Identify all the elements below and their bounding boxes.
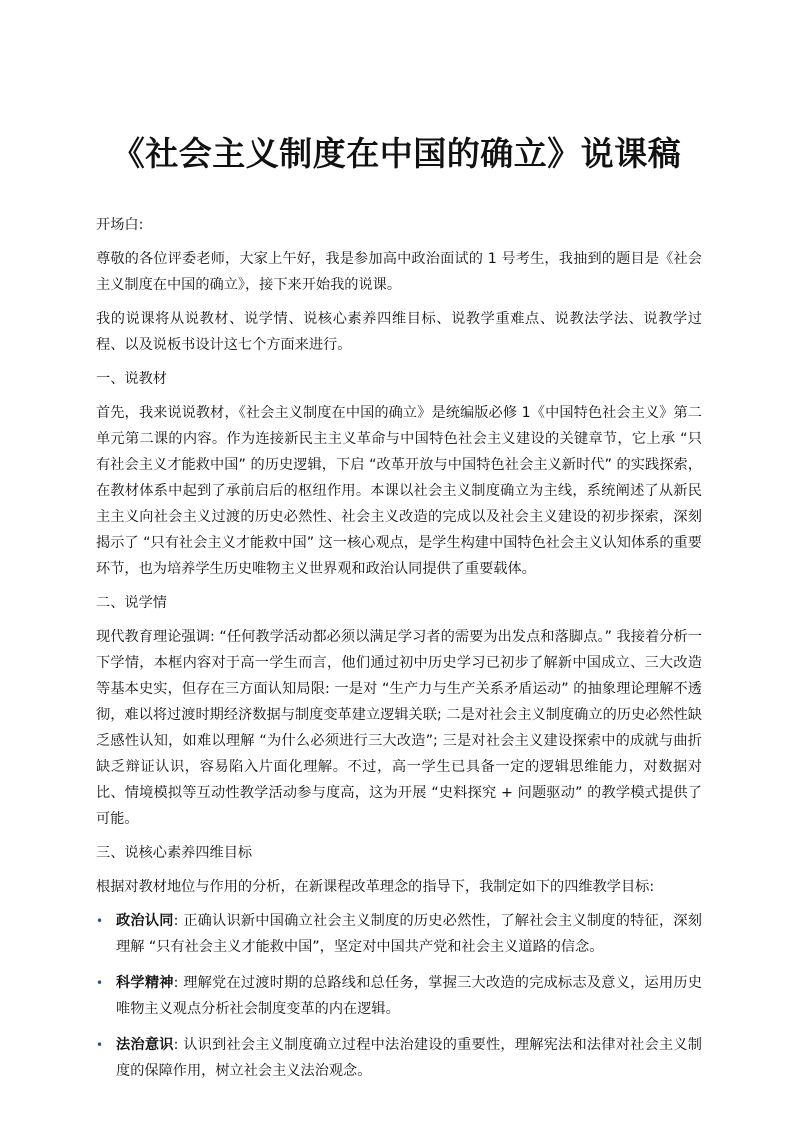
list-item xyxy=(96,1032,702,1084)
opening-greeting: 尊敬的各位评委老师，大家上午好，我是参加高中政治面试的 1 号考生，我抽到的题目是《社会主义制度在中国的确立》，接下来开始我的说课。 xyxy=(96,251,702,293)
opening-outline: 我的说课将从说教材、说学情、说核心素养四维目标、说教学重难点、说教法学法、说教学过程、以及说板书设计这七个方面来进行。 xyxy=(96,311,702,353)
goal-text: : 正确认识新中国确立社会主义制度的历史必然性，了解社会主义制度的特征，深刻理解 “只有社会主义才能救中国”，坚定对中国共产党和社会主义道路的信念。 xyxy=(116,913,702,955)
section-body-textbook: 首先，我来说说教材，《社会主义制度在中国的确立》是统编版必修 1《中国特色社会主义》第二单元第二课的内容。作为连接新民主主义革命与中国特色社会主义建设的关键章节，它上承 “只有社会主义才能救中国” 的历史逻辑，下启 “改革开放与中国特色社会主义新时代” 的实践探索，在教材体系中起到了承前启后的枢纽作用。本课以社会主义制度确立为主线，系统阐述了从新民主主义向社会主义过渡的历史必然性、社会主义改造的完成以及社会主义建设的初步探索，深刻揭示了 “只有社会主义才能救中国” 这一核心观点，是学生构建中国特色社会主义认知体系的重要环节，也为培养学生历史唯物主义世界观和政治认同提供了重要载体。 xyxy=(96,405,702,577)
bullet-icon: • xyxy=(96,914,104,928)
document-body xyxy=(96,212,702,1094)
section-intro-objectives: 根据对教材地位与作用的分析，在新课程改革理念的指导下，我制定如下的四维教学目标: xyxy=(96,879,655,895)
opening-label: 开场白: xyxy=(96,217,144,233)
goal-text: : 认识到社会主义制度确立过程中法治建设的重要性，理解宪法和法律对社会主义制度的保障作用，树立社会主义法治观念。 xyxy=(116,1037,702,1079)
bullet-icon: • xyxy=(96,1038,104,1052)
section-heading-learners: 二、说学情 xyxy=(96,595,167,611)
list-item xyxy=(96,908,702,960)
objectives-list xyxy=(96,908,702,1084)
goal-term: 法治意识 xyxy=(116,1037,174,1053)
bullet-icon: • xyxy=(96,976,104,990)
goal-text: : 理解党在过渡时期的总路线和总任务，掌握三大改造的完成标志及意义，运用历史唯物主义观点分析社会制度变革的内在逻辑。 xyxy=(116,975,702,1017)
goal-term: 科学精神 xyxy=(116,975,174,991)
section-heading-textbook: 一、说教材 xyxy=(96,371,167,387)
section-heading-objectives: 三、说核心素养四维目标 xyxy=(96,845,253,861)
list-item xyxy=(96,970,702,1022)
section-body-learners: 现代教育理论强调: “任何教学活动都必须以满足学习者的需要为出发点和落脚点。” 我接着分析一下学情，本框内容对于高一学生而言，他们通过初中历史学习已初步了解新中国成立、三大改造等基本史实，但存在三方面认知局限: 一是对 “生产力与生产关系矛盾运动” 的抽象理论理解不透彻，难以将过渡时期经济数据与制度变革建立逻辑关联; 二是对社会主义制度确立的历史必然性缺乏感性认知，如难以理解 “为什么必须进行三大改造”; 三是对社会主义建设探索中的成就与曲折缺乏辩证认识，容易陷入片面化理解。不过，高一学生已具备一定的逻辑思维能力，对数据对比、情境模拟等互动性教学活动参与度高，这为开展 “史料探究 + 问题驱动” 的教学模式提供了可能。 xyxy=(96,629,702,827)
goal-term: 政治认同 xyxy=(116,913,174,929)
document-title: 《社会主义制度在中国的确立》说课稿 xyxy=(111,134,682,173)
